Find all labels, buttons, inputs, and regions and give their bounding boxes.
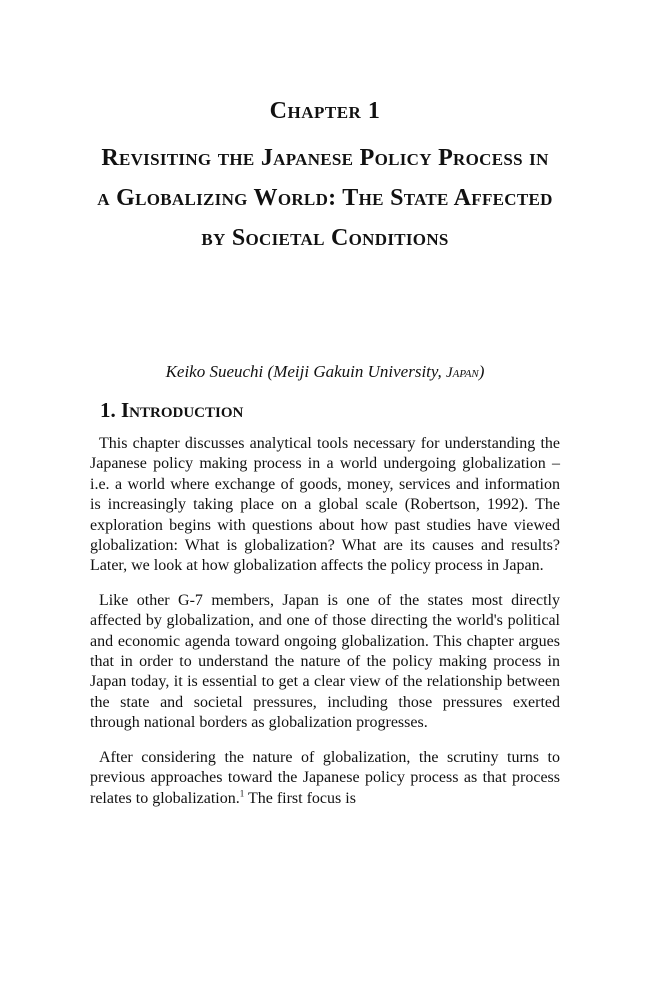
author-country: Japan <box>446 365 479 381</box>
author-line: Keiko Sueuchi (Meiji Gakuin University, Japan) <box>165 362 485 381</box>
paragraph-3 <box>90 748 560 809</box>
body-text <box>90 434 560 823</box>
paragraph-3-text: After considering the nature of globalization, the scrutiny turns to previous approaches toward the Japanese policy process as that process relates to globalization. <box>90 748 560 807</box>
chapter-title-line-3: by Societal Conditions <box>201 225 449 251</box>
paragraph-2: Like other G-7 members, Japan is one of the states most directly affected by globalization, and one of those directing the world's political and economic agenda toward ongoing globalization. This chapter argues that in order to understand the nature of the policy making process in Japan today, it is essential to get a clear view of the relationship between the state and societal pressures, including those pressures exerted through national borders as globalization progresses. <box>90 591 560 732</box>
paragraph-3-continuation: The first focus is <box>244 789 356 807</box>
chapter-title <box>80 138 570 258</box>
chapter-title-line-2: a Globalizing World: The State Affected <box>97 185 553 211</box>
author-name: Keiko Sueuchi <box>165 362 264 381</box>
page <box>90 0 560 1004</box>
paragraph-1: This chapter discusses analytical tools necessary for understanding the Japanese policy making process in a world undergoing globalization – i.e. a world where exchange of goods, money, services and information is increasingly taking place on a global scale (Robertson, 1992). The exploration begins with questions about how past studies have viewed globalization: What is globalization? What are its causes and results? Later, we look at how globalization affects the policy process in Japan. <box>90 435 560 575</box>
chapter-label: Chapter 1 <box>269 98 381 124</box>
section-heading: 1. Introduction <box>100 398 244 422</box>
footnote-mark[interactable]: 1 <box>239 788 245 799</box>
chapter-title-line-1: Revisiting the Japanese Policy Process in <box>101 145 549 171</box>
author-affiliation: Meiji Gakuin University <box>273 362 438 381</box>
